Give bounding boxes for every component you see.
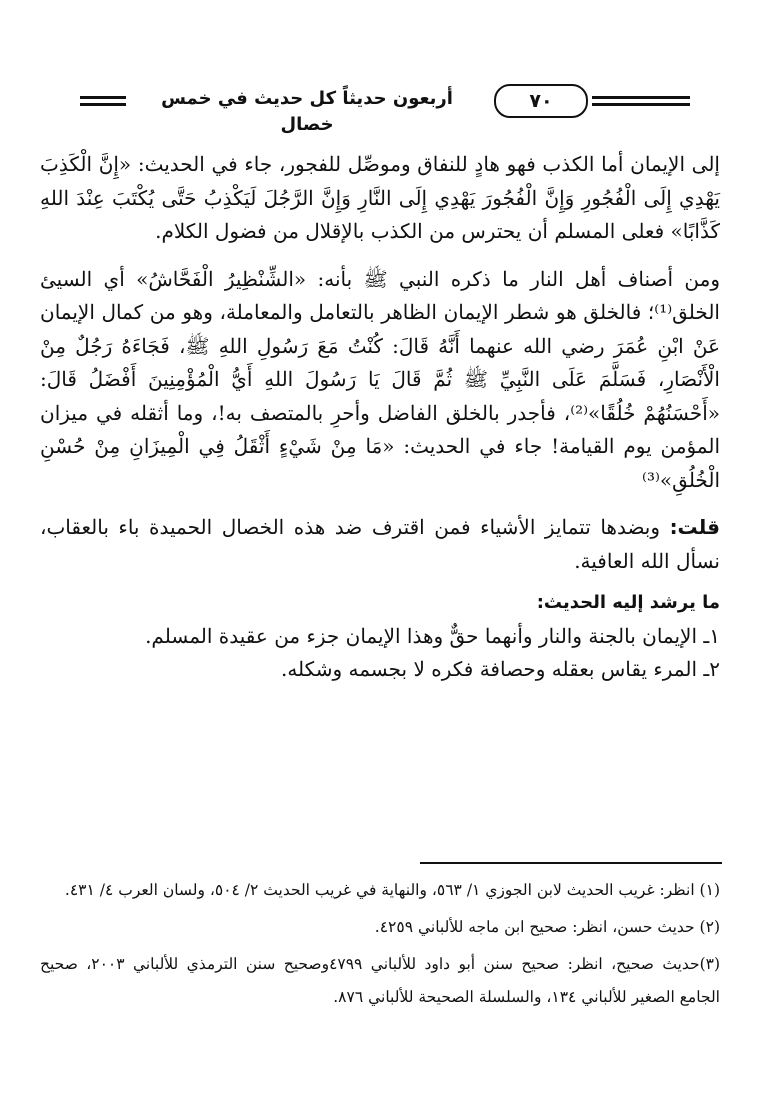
footnote-separator <box>420 862 722 864</box>
main-text <box>40 148 720 687</box>
qult-text: وبضدها تتمايز الأشياء فمن اقترف ضد هذه الخصال الحميدة باء بالعقاب، نسأل الله العافية. <box>40 515 720 573</box>
page-number: ٧٠ <box>494 84 588 118</box>
paragraph-qult <box>40 511 720 578</box>
qult-label: قلت: <box>669 515 720 539</box>
guidance-heading: ما يرشد إليه الحديث: <box>536 592 720 613</box>
guidance-list <box>40 620 720 687</box>
footnotes <box>40 874 720 1020</box>
paragraph-lying: إلى الإيمان أما الكذب فهو هادٍ للنفاق وموصِّل للفجور، جاء في الحديث: «إِنَّ الْكَذِبَ يَهْدِي إِلَى الْفُجُورِ وَإِنَّ الْفُجُورَ يَهْدِي إِلَى النَّارِ وَإِنَّ الرَّجُلَ لَيَكْذِبُ حَتَّى يُكْتَبَ عِنْدَ اللهِ كَذَّابًا» فعلى المسلم أن يحترس من الكذب بالإقلال من فضول الكلام. <box>40 152 720 243</box>
paragraph-character: ومن أصناف أهل النار ما ذكره النبي ﷺ بأنه: «الشِّنْظِيرُ الْفَحَّاشُ» أي السيئ الخلق⁽¹⁾؛ فالخلق هو شطر الإيمان الظاهر بالتعامل والمعاملة، وهو من كمال الإيمان عَنْ ابْنِ عُمَرَ رضي الله عنهما أَنَّهُ قَالَ: كُنْتُ مَعَ رَسُولِ اللهِ ﷺ، فَجَاءَهُ رَجُلٌ مِنْ الْأَنْصَارِ، فَسَلَّمَ عَلَى النَّبِيِّ ﷺ ثُمَّ قَالَ يَا رَسُولَ اللهِ أَيُّ الْمُؤْمِنِينَ أَفْضَلُ قَالَ: «أَحْسَنُهُمْ خُلُقًا»⁽²⁾، فأجدر بالخلق الفاضل وأحرِ بالمتصف به!، وما أثقله في ميزان المؤمن يوم القيامة! جاء في الحديث: «مَا مِنْ شَيْءٍ أَثْقَلُ فِي الْمِيزَانِ مِنْ حُسْنِ الْخُلُقِ»⁽³⁾ <box>40 266 720 492</box>
running-title: أربعون حديثاً كل حديث في خمس خصال <box>161 88 453 135</box>
guidance-item: ٢ـ المرء يقاس بعقله وحصافة فكره لا بجسمه وشكله. <box>280 657 720 681</box>
footnote-2: (٢) حديث حسن، انظر: صحيح ابن ماجه للألباني ٤٢٥٩. <box>374 918 720 936</box>
footnote-1: (١) انظر: غريب الحديث لابن الجوزي ١/ ٥٦٣، والنهاية في غريب الحديث ٢/ ٥٠٤، ولسان العرب ٤/ ٤٣١. <box>64 881 720 899</box>
footnote-3: (٣)حديث صحيح، انظر: صحيح سنن أبو داود للألباني ٤٧٩٩وصحيح سنن الترمذي للألباني ٢٠٠٣، صحيح الجامع الصغير للألباني ١٣٤، والسلسلة الصحيحة للألباني ٨٧٦. <box>40 955 721 1006</box>
header-rule-right <box>592 96 690 99</box>
header-rule-left <box>80 96 126 99</box>
running-header <box>80 86 700 135</box>
guidance-item: ١ـ الإيمان بالجنة والنار وأنهما حقٌّ وهذا الإيمان جزء من عقيدة المسلم. <box>145 623 720 648</box>
